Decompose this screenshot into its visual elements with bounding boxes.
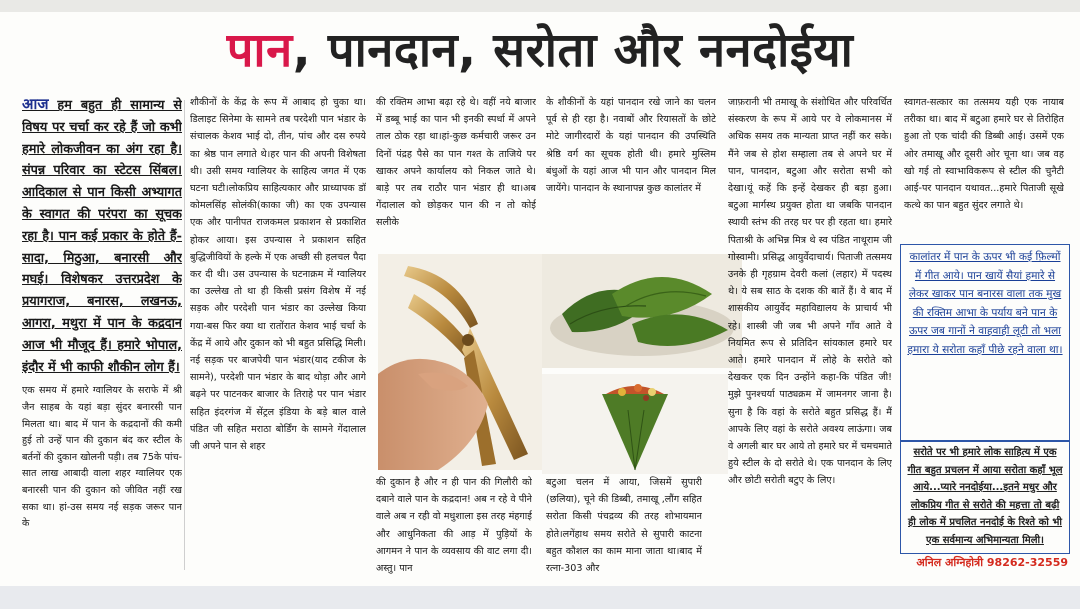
top-edge: [0, 0, 1080, 12]
column-divider: [184, 100, 185, 570]
column-4-top: के शौकीनों के यहां पानदान रखे जाने का चलन पूर्व से ही रहा है। नवाबों और रियासतों के छोटे मोटे जागीरदारों के यहां पानदान की उपस्थिति श्रेष्ठि वर्ग का सूचक होती थी। हमारे मुस्लिम बंधुओं के यहां आज भी पान और पानदान मिल जायेंगे। पानदान के स्थानापन्न कुछ कालांतर में: [546, 97, 716, 195]
column-4-bottom: बटुआ चलन में आया, जिसमें सुपारी (छलिया), चूने की डिब्बी, तमाखू ,लौंग सहित सरोता किसी पंचद्रव्य की तरह शोभायमान होते।लगेंहाथ समय सरोते से सुपारी काटना बहुत कौशल का काम माना जाता था।बाद में रत्ना-303 और: [546, 477, 702, 575]
column-3-top: की रक्तिम आभा बढ़ा रहे थे। वहीं नये बाजार में डब्बू भाई का पान भी इनकी स्पर्धा में अपने ताल ठोक रहा था।हां-कुछ कर्मचारी जरूर उन दिनों पंद्रह पैसे का पान गश्त के ताजिये पर खाकर अपने कार्यालय को निकल जाते थे। बाड़े पर तब राठौर पान भंडार ही था।अब गेंदालाल को छोड़कर पान की न तो कोई सलीके: [376, 97, 536, 229]
bottom-band: [0, 586, 1080, 609]
headline: [0, 20, 1080, 82]
column-2: शौकीनों के केंद्र के रूप में आबाद हो चुका था। डिलाइट सिनेमा के सामने तब परदेशी पान भंडार के संचालक केशव भाई दो, तीन, पांच और दस रुपये का श्रेष्ठ पान लगाते थे।हर पान की अपनी विशेषता थी। उसी समय ग्वालियर के साहित्य जगत में एक घटना घटी।लोकप्रिय साहित्यकार और प्राध्यापक डॉ कोमलसिंह सोलंकी(काका जी) का एक उपन्यास एक और पानीपत राजकमल प्रकाशन से प्रकाशित होकर आया। इस उपन्यास ने प्रकाशन सहित बुद्धिजीवियों के हल्के में एक अच्छी सी हलचल पैदा कर दी थी। उस उपन्यास के घटनाक्रम में ग्वालियर का उल्लेख तो था ही किसी प्रसंग विशेष में नई सड़क और परदेशी पान भंडार का उल्लेख किया गया-बस फिर क्या था रातोंरात केशव भाई चर्चा के केंद्र में आये और दुकान को भी बहुत प्रसिद्धि मिली। नई सड़क पर बाजपेयी पान भंडार(याद टकीज के सामने), परदेशी पान भंडार के बाद थोड़ा और आगे बढ़ने पर पाटनकर बाजार के तिराहे पर पान भंडार सहित इंदरगंज में सेंट्रल इंडिया के बड़े बाल वाले पंडित जी सहित मराठा बोर्डिंग के सामने गेंदालाल जी अपने पान से शहर: [190, 97, 366, 453]
column-6-top: स्वागत-सत्कार का तत्समय यही एक नायाब तरीका था। बाद में बटुआ हमारे घर से तिरोहित हुआ तो एक चांदी की डिब्बी आई। उसमें एक ओर तमाखू और दूसरी ओर चूना था। जब वह खो गई तो स्वाभाविकरूप से स्टील की चुनैटी आई-पर पानदान यथावत...हमारे पिताजी सूखे कत्थे का पान बहुत सुंदर लगाते थे।: [904, 97, 1064, 212]
folk-song-text: सरोते पर भी हमारे लोक साहित्य में एक गीत बहुत प्रचलन में आया सरोता कहाँ भूल आये...प्यारे ननदोईया...इतने मधुर और लोकप्रिय गीत से सरोते की महत्ता तो बढ़ी ही लोक में प्रचलित ननदोई के रिश्ते को भी एक सर्वमान्य अभिमान्यता मिली।: [907, 447, 1063, 546]
column-1: [22, 94, 182, 574]
brass-sarota-photo: [378, 254, 542, 470]
headline-rest: , पानदान, सरोता और ननदोईया: [292, 23, 854, 78]
folk-song-box: [900, 440, 1070, 554]
film-songs-text: कालांतर में पान के ऊपर भी कई फ़िल्मों में गीत आये। पान खायें सैयां हमारे से लेकर खाकर पान बनारस वाला तक मुख की रक्तिम आभा के पर्याय बने पान के ऊपर जब गानों ने वाहवाही लूटी तो भला हमारा ये सरोता कहाँ पीछे रहने वाला था।: [907, 251, 1063, 356]
column-1-body: एक समय में हमारे ग्वालियर के सराफे में श्री जैन साहब के यहां बड़ा सुंदर बनारसी पान मिलता था। बाद में पान के कद्रदानों की कमी हुई तो उन्हें पान की दुकान बंद कर स्टील के बर्तनों की दुकान खोलनी पड़ी। तब 75के पांच-सात लाख आबादी वाला शहर ग्वालियर एक बनारसी पान की दुकान को जीवित नहीं रख सका था। हां-उस समय नई सड़क जरूर पान के: [22, 385, 182, 530]
author-byline: अनिल अग्निहोत्री 98262-32559: [916, 556, 1068, 569]
film-songs-box: [900, 244, 1070, 442]
column-5: जाफ़रानी भी तमाखू के संशोधित और परिवर्धित संस्करण के रूप में आये पर वे लोकमानस में अधिक समय तक मान्यता प्राप्त नहीं कर सके। मैंने जब से होश सम्हाला तब से अपने घर में पान, पानदान, बटुआ और सरोता सभी को देखा।यूं कहें कि इन्हें देखकर ही बड़ा हुआ। बटुआ मार्गस्थ प्रयुक्त होता था जबकि पानदान स्थायी स्तंभ की तरह घर पर ही रहता था। हमारे पिताश्री के अभिन्न मित्र थे स्व पंडित नाथूराम जी गोस्वामी। प्रसिद्ध आयुर्वेदाचार्य। पिताजी तत्समय उनके ही गृहग्राम देवरी कलां (लहार) में पदस्थ थे। ये सब साठ के दशक की बातें हैं। वे बाद में शासकीय आयुर्वेद महाविद्यालय के प्राचार्य भी रहे। शास्त्री जी जब भी अपने गाँव आते वे नियमित रूप से प्रतिदिन सांयकाल हमारे घर आते। हमारे पानदान में लोहे के सरोते को देखकर एक दिन उन्होंने कहा-कि पंडित जी! मुझे पुनश्चर्या पाठ्यक्रम में जामनगर जाना है। सुना है कि वहां के सरोते बहुत प्रसिद्ध हैं। मैं आपके लिए वहां के सरोते अवश्य लाऊंगा। जब वे अगली बार घर आये तो हमारे घर में चमचमाते हुये स्टील के दो सरोते थे। एक पानदान के लिए और छोटी सरोती बटुए के लिए।: [728, 97, 892, 487]
intro-text: हम बहुत ही सामान्य से विषय पर चर्चा कर रहे हैं जो कभी हमारे लोकजीवन का अंग रहा है। संपन्न परिवार का स्टेटस सिंबल। आदिकाल से पान किसी अभ्यागत के स्वागत की परंपरा का सूचक रहा है। पान कई प्रकार के होते हैं-सादा, मिठुआ, बनारसी और मघई। विशेषकर उत्तरप्रदेश के प्रयागराज, बनारस, लखनऊ, आगरा, मथुरा में पान के कद्रदान आज भी मौजूद हैं। हमारे भोपाल, इंदौर में भी काफी शौकीन लोग हैं।: [22, 98, 182, 375]
intro-lead-word: आज: [22, 95, 49, 113]
intro-paragraph: [22, 94, 182, 378]
paan-cone-photo: [542, 374, 728, 474]
column-3-bottom: की दुकान है और न ही पान की गिलौरी को दबाने वाले पान के कद्रदान! अब न रहे वे पीने वाले अब न रही वो मधुशाला इस तरह मंहगाई और आधुनिकता की आड़ में पुड़ियों के आगमन ने पान के व्यवसाय की वाट लगा दी। अस्तु। पान: [376, 477, 532, 575]
paan-leaves-photo: [542, 254, 742, 368]
headline-accent: पान: [226, 23, 293, 78]
